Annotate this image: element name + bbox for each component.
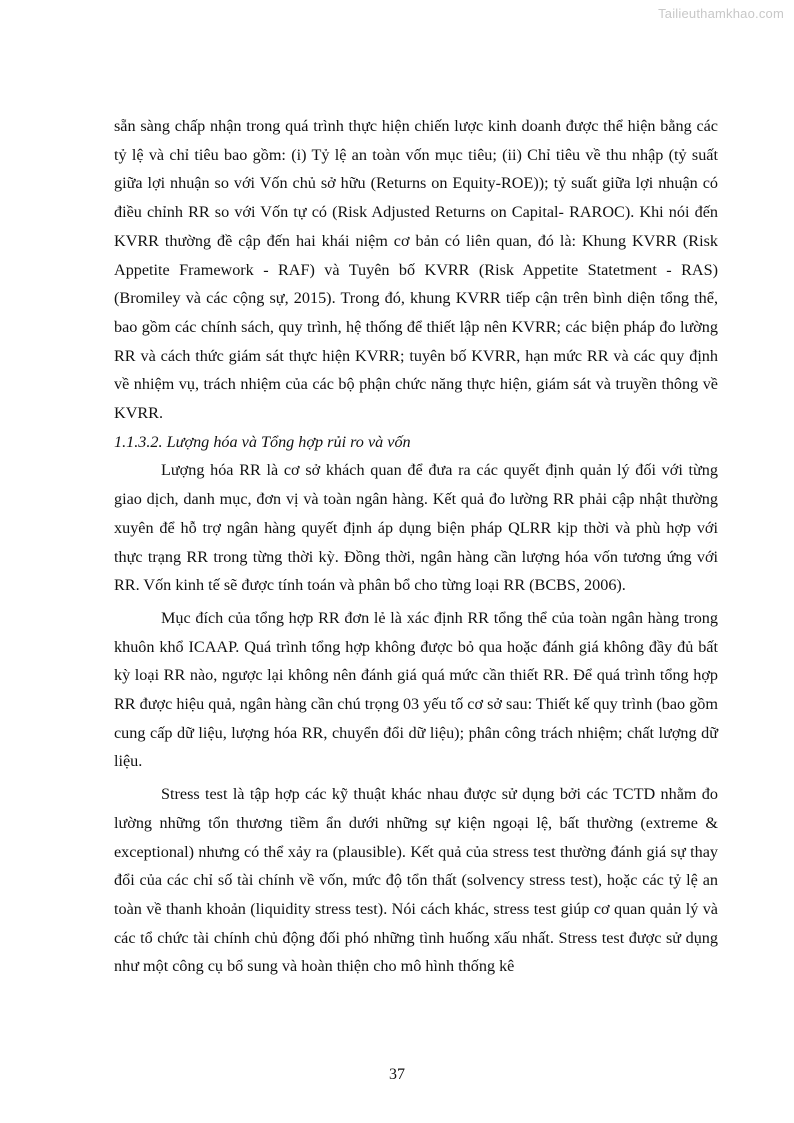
document-body: [114, 112, 718, 981]
paragraph-risk-appetite: sẵn sàng chấp nhận trong quá trình thực hiện chiến lược kinh doanh được thể hiện bằng các tỷ lệ và chỉ tiêu bao gồm: (i) Tỷ lệ an toàn vốn mục tiêu; (ii) Chỉ tiêu về thu nhập (tỷ suất giữa lợi nhuận so với Vốn chủ sở hữu (Returns on Equity-ROE)); tỷ suất giữa lợi nhuận có điều chỉnh RR so với Vốn tự có (Risk Adjusted Returns on Capital- RAROC). Khi nói đến KVRR thường đề cập đến hai khái niệm cơ bản có liên quan, đó là: Khung KVRR (Risk Appetite Framework - RAF) và Tuyên bố KVRR (Risk Appetite Statetment - RAS) (Bromiley và các cộng sự, 2015). Trong đó, khung KVRR tiếp cận trên bình diện tổng thể, bao gồm các chính sách, quy trình, hệ thống để thiết lập nên KVRR; các biện pháp đo lường RR và cách thức giám sát thực hiện KVRR; tuyên bố KVRR, hạn mức RR và các quy định về nhiệm vụ, trách nhiệm của các bộ phận chức năng thực hiện, giám sát và truyền thông về KVRR.: [114, 117, 718, 423]
section-heading: 1.1.3.2. Lượng hóa và Tổng hợp rủi ro và vốn: [114, 432, 411, 451]
paragraph-risk-aggregation: Mục đích của tổng hợp RR đơn lẻ là xác định RR tổng thể của toàn ngân hàng trong khuôn khổ ICAAP. Quá trình tổng hợp không được bỏ qua hoặc đánh giá không đầy đủ bất kỳ loại RR nào, ngược lại không nên đánh giá quá mức cần thiết RR. Để quá trình tổng hợp RR được hiệu quả, ngân hàng cần chú trọng 03 yếu tố cơ sở sau: Thiết kế quy trình (bao gồm cung cấp dữ liệu, lượng hóa RR, chuyển đổi dữ liệu); phân công trách nhiệm; chất lượng dữ liệu.: [114, 608, 718, 771]
paragraph-stress-test: Stress test là tập hợp các kỹ thuật khác nhau được sử dụng bởi các TCTD nhằm đo lường những tổn thương tiềm ẩn dưới những sự kiện ngoại lệ, bất thường (extreme & exceptional) nhưng có thể xảy ra (plausible). Kết quả của stress test thường đánh giá sự thay đổi của các chỉ số tài chính về vốn, mức độ tổn thất (solvency stress test), hoặc các tỷ lệ an toàn về thanh khoản (liquidity stress test). Nói cách khác, stress test giúp cơ quan quản lý và các tổ chức tài chính chủ động đối phó những tình huống xấu nhất. Stress test được sử dụng như một công cụ bổ sung và hoàn thiện cho mô hình thống kê: [114, 785, 718, 976]
watermark: Tailieuthamkhao.com: [658, 6, 784, 21]
paragraph-risk-quantification: Lượng hóa RR là cơ sở khách quan để đưa ra các quyết định quản lý đối với từng giao dịch, danh mục, đơn vị và toàn ngân hàng. Kết quả đo lường RR phải cập nhật thường xuyên để hỗ trợ ngân hàng quyết định áp dụng biện pháp QLRR kịp thời và phù hợp với thực trạng RR trong từng thời kỳ. Đồng thời, ngân hàng cần lượng hóa vốn tương ứng với RR. Vốn kinh tế sẽ được tính toán và phân bổ cho từng loại RR (BCBS, 2006).: [114, 461, 718, 595]
page-number: 37: [389, 1066, 405, 1083]
